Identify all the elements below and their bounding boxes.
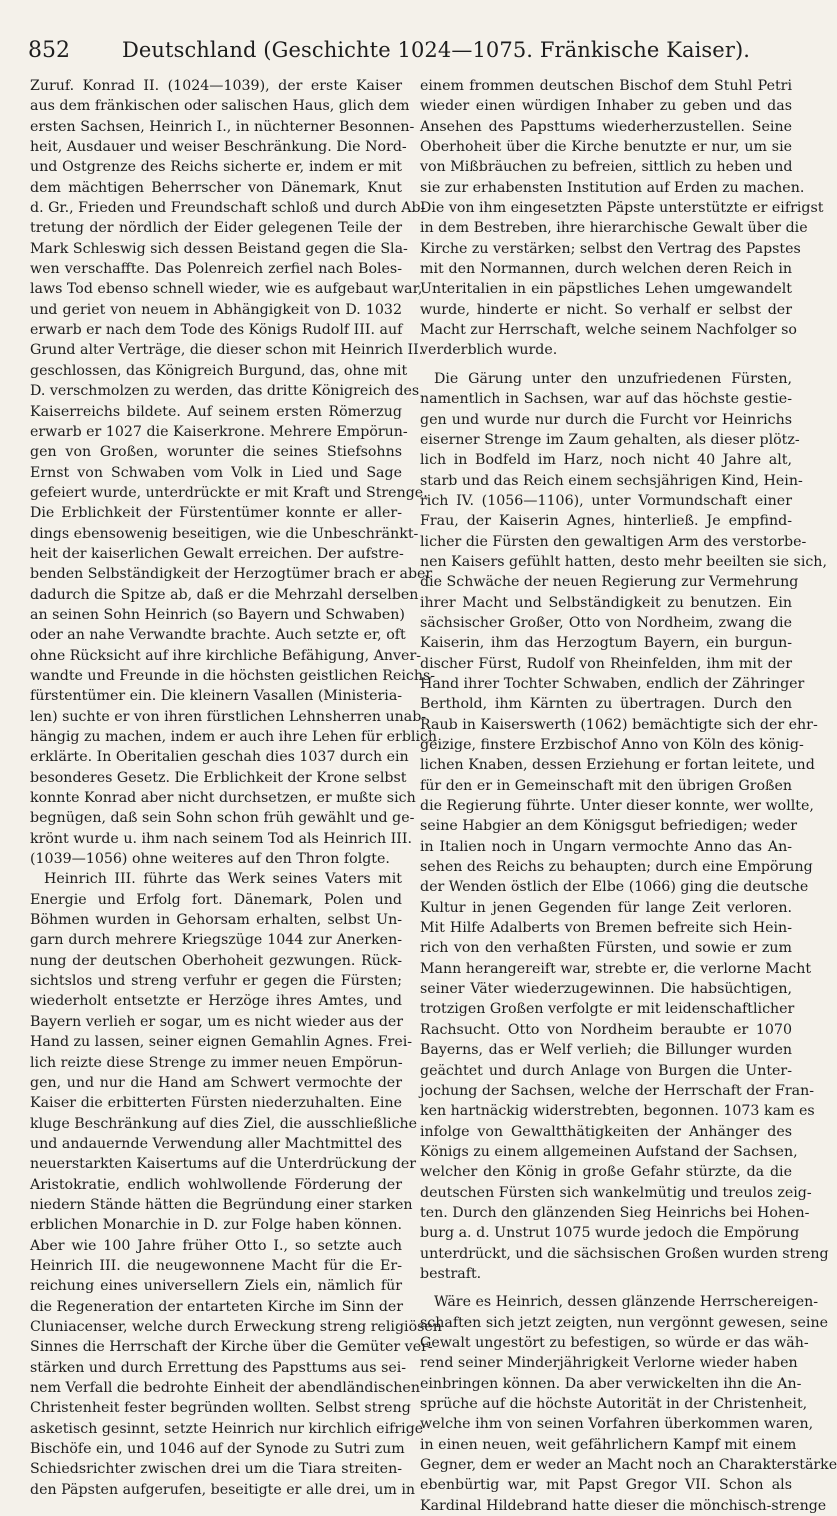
text-line: Bayern verlieh er sogar, um es nicht wieder aus der: [30, 1013, 404, 1030]
text-line: stärken und durch Errettung des Papsttums aus sei-: [30, 1359, 407, 1376]
text-line: sächsischer Großer, Otto von Nordheim, zwang die: [420, 614, 792, 631]
text-line: oder an nahe Verwandte brachte. Auch setzte er, oft: [30, 627, 406, 644]
text-line: kluge Beschränkung auf dies Ziel, die ausschließliche: [30, 1115, 418, 1132]
text-line: in einen neuen, weit gefährlichern Kampf mit einem: [420, 1436, 797, 1453]
text-line: infolge von Gewaltthätigkeiten der Anhänger des: [420, 1123, 792, 1140]
text-line: wieder einen würdigen Inhaber zu geben und das: [420, 98, 792, 115]
text-line: geschlossen, das Königreich Burgund, das, ohne mit: [30, 362, 408, 379]
text-line: len) suchte er von ihren fürstlichen Lehnsherren unab-: [30, 708, 427, 725]
text-line: erklärte. In Oberitalien geschah dies 1037 durch ein: [30, 749, 409, 766]
text-line: Aristokratie, endlich wohlwollende Förderung der: [30, 1176, 402, 1193]
text-line: Cluniacenser, welche durch Erweckung streng religiösen: [30, 1318, 442, 1335]
text-line: discher Fürst, Rudolf von Rheinfelden, ihm mit der: [420, 655, 792, 672]
text-line: welche ihm von seinen Vorfahren überkommen waren,: [420, 1416, 814, 1433]
text-line: Christenheit fester begründen wollten. Selbst streng: [30, 1400, 411, 1417]
text-line: lich in Bodfeld im Harz, noch nicht 40 Jahre alt,: [420, 452, 792, 469]
text-line: dem mächtigen Beherrscher von Dänemark, Knut: [30, 179, 402, 196]
text-line: wurde, hinderte er nicht. So verhalf er selbst der: [420, 301, 792, 318]
text-line: deutschen Fürsten sich wankelmütig und treulos zeig-: [420, 1184, 812, 1201]
text-line: seiner Väter wiederzugewinnen. Die habsüchtigen,: [420, 981, 792, 998]
text-line: geächtet und durch Anlage von Burgen die Unter-: [420, 1062, 792, 1079]
text-line: Königs zu einem allgemeinen Aufstand der Sachsen,: [420, 1143, 798, 1160]
text-line: Macht zur Herrschaft, welche seinem Nachfolger so: [420, 322, 797, 339]
text-line: besonderes Gesetz. Die Erblichkeit der Krone selbst: [30, 769, 407, 786]
text-line: Hand ihrer Tochter Schwaben, endlich der Zähringer: [420, 675, 805, 692]
text-line: Oberhoheit über die Kirche benutzte er nur, um sie: [420, 139, 792, 156]
text-line: erwarb er nach dem Tode des Königs Rudolf III. auf: [30, 322, 403, 339]
text-line: Kaiser die erbitterten Fürsten niederzuhalten. Eine: [30, 1095, 402, 1112]
text-line: Mit Hilfe Adalberts von Bremen befreite sich Hein-: [420, 920, 792, 937]
text-line: Energie und Erfolg fort. Dänemark, Polen und: [30, 891, 402, 908]
text-line: wandte und Freunde in die höchsten geistlichen Reichs-: [30, 667, 436, 684]
text-line: einbringen können. Da aber verwickelten ihn die An-: [420, 1375, 802, 1392]
paragraph-gap: [420, 1284, 792, 1292]
text-line: Böhmen wurden in Gehorsam erhalten, selbst Un-: [30, 912, 402, 929]
text-line: rich von den verhaßten Fürsten, und sowie er zum: [420, 940, 792, 957]
text-line: erblichen Monarchie in D. zur Folge haben können.: [30, 1217, 402, 1234]
text-columns: [30, 76, 837, 1514]
text-line: Wäre es Heinrich, dessen glänzende Herrschereigen-: [434, 1294, 819, 1311]
text-line: Bayerns, das er Welf verlieh; die Billunger wurden: [420, 1042, 792, 1059]
text-line: von Mißbräuchen zu befreien, sittlich zu heben und: [420, 159, 793, 176]
text-line: sie zur erhabensten Institution auf Erden zu machen.: [420, 179, 805, 196]
text-line: ten. Durch den glänzenden Sieg Heinrichs bei Hohen-: [420, 1204, 810, 1221]
left-column: [30, 76, 442, 1498]
text-line: Heinrich III. führte das Werk seines Vaters mit: [44, 871, 402, 888]
text-line: sprüche auf die höchste Autorität in der Christenheit,: [420, 1396, 808, 1412]
text-line: reichung eines universellern Ziels ein, nämlich für: [30, 1278, 402, 1295]
text-line: erwarb er 1027 die Kaiserkrone. Mehrere Empörun-: [30, 423, 408, 440]
text-line: nen Kaisers gefühlt hatten, desto mehr beeilten sie sich,: [420, 553, 827, 570]
text-line: licher die Fürsten den gewaltigen Arm des verstorbe-: [420, 533, 807, 550]
text-line: Raub in Kaiserswerth (1062) bemächtigte sich der ehr-: [420, 716, 818, 733]
text-line: Zuruf. Konrad II. (1024—1039), der erste Kaiser: [30, 78, 402, 94]
text-line: geizige, finstere Erzbischof Anno von Köln des könig-: [420, 737, 804, 753]
text-line: Sinnes die Herrschaft der Kirche über die Gemüter ver-: [30, 1339, 433, 1356]
text-line: Kaiserin, ihm das Herzogtum Bayern, ein burgun-: [420, 635, 792, 652]
text-line: Gewalt ungestört zu befestigen, so würde er das wäh-: [420, 1334, 809, 1351]
text-line: nem Verfall die bedrohte Einheit der abendländischen: [30, 1380, 420, 1396]
text-line: Die Gärung unter den unzufriedenen Fürsten,: [434, 370, 792, 387]
text-line: Bischöfe ein, und 1046 auf der Synode zu Sutri zum: [30, 1441, 405, 1458]
text-line: lichen Knaben, dessen Erziehung er fortan leitete, und: [420, 757, 815, 774]
text-line: und geriet von neuem in Abhängigkeit von D. 1032: [30, 301, 402, 318]
text-line: eiserner Strenge im Zaum gehalten, als dieser plötz-: [420, 431, 800, 448]
text-line: Mark Schleswig sich dessen Beistand gegen die Sla-: [30, 240, 408, 257]
text-line: heit der kaiserlichen Gewalt erreichen. Der aufstre-: [30, 545, 404, 562]
text-line: schaften sich jetzt zeigten, nun vergönnt gewesen, seine: [420, 1314, 828, 1331]
text-line: Kirche zu verstärken; selbst den Vertrag des Papstes: [420, 240, 801, 257]
page-number: 852: [28, 38, 70, 63]
text-line: laws Tod ebenso schnell wieder, wie es aufgebaut war,: [30, 281, 423, 298]
text-line: ebenbürtig war, mit Papst Gregor VII. Schon als: [420, 1477, 792, 1494]
text-line: rend seiner Minderjährigkeit Verlorne wieder haben: [420, 1355, 798, 1372]
text-line: wen verschaffte. Das Polenreich zerfiel nach Boles-: [30, 261, 402, 278]
text-line: sichtslos und streng verfuhr er gegen die Fürsten;: [30, 973, 402, 990]
text-line: burg a. d. Unstrut 1075 wurde jedoch die Empörung: [420, 1225, 800, 1242]
text-line: an seinen Sohn Heinrich (so Bayern und Schwaben): [30, 606, 405, 623]
text-line: Ernst von Schwaben vom Volk in Lied und Sage: [30, 464, 402, 481]
text-line: nung der deutschen Oberhoheit gezwungen. Rück-: [30, 952, 402, 969]
text-line: verderblich wurde.: [420, 342, 558, 359]
text-line: ken hartnäckig widerstrebten, begonnen. 1073 kam es: [420, 1103, 815, 1120]
text-line: trotzigen Großen verfolgte er mit leidenschaftlicher: [420, 1001, 795, 1018]
text-line: Kardinal Hildebrand hatte dieser die mönchisch-strenge: [420, 1497, 827, 1514]
text-line: starb und das Reich einem sechsjährigen Kind, Hein-: [420, 472, 803, 489]
text-line: in Italien noch in Ungarn vermochte Anno das An-: [420, 838, 792, 855]
text-line: Grund alter Verträge, die dieser schon mit Heinrich II.: [30, 342, 424, 359]
right-column: [411, 76, 837, 1514]
text-line: Ansehen des Papsttums wiederherzustellen. Seine: [420, 118, 792, 135]
text-line: wiederholt entsetzte er Herzöge ihres Amtes, und: [30, 993, 402, 1010]
text-line: Heinrich III. die neugewonnene Macht für die Er-: [30, 1257, 402, 1274]
text-line: begnügen, daß sein Sohn schon früh gewählt und ge-: [30, 810, 415, 827]
text-line: ohne Rücksicht auf ihre kirchliche Befähigung, Anver-: [30, 647, 422, 664]
text-line: die Regierung führte. Unter dieser konnte, wer wollte,: [420, 798, 814, 815]
paragraph-gap: [420, 361, 792, 369]
text-line: benden Selbständigkeit der Herzogtümer brach er aber: [30, 566, 433, 583]
text-line: konnte Konrad aber nicht durchsetzen, er mußte sich: [30, 790, 416, 807]
text-line: d. Gr., Frieden und Freundschaft schloß und durch Ab-: [30, 200, 426, 217]
text-line: bestraft.: [420, 1265, 482, 1282]
text-line: einem frommen deutschen Bischof dem Stuhl Petri: [420, 78, 792, 94]
text-line: und andauernde Verwendung aller Machtmittel des: [30, 1135, 402, 1152]
text-line: Kultur in jenen Gegenden für lange Zeit verloren.: [420, 899, 792, 916]
text-line: namentlich in Sachsen, war auf das höchste gestie-: [420, 391, 792, 408]
text-line: krönt wurde u. ihm nach seinem Tod als Heinrich III.: [30, 830, 412, 847]
text-line: dadurch die Spitze ab, daß er die Mehrzahl derselben: [30, 586, 419, 603]
text-line: Gegner, dem er weder an Macht noch an Charakterstärke: [420, 1457, 837, 1474]
text-line: mit den Normannen, durch welchen deren Reich in: [420, 261, 792, 278]
text-line: jochung der Sachsen, welche der Herrschaft der Fran-: [420, 1082, 814, 1099]
text-line: den Päpsten aufgerufen, beseitigte er alle drei, um in: [30, 1481, 415, 1498]
text-line: in dem Bestreben, ihre hierarchische Gewalt über die: [420, 220, 808, 237]
text-line: Kaiserreichs bildete. Auf seinem ersten Römerzug: [30, 403, 402, 420]
text-line: lich reizte diese Strenge zu immer neuen Empörun-: [30, 1054, 403, 1071]
text-line: gen und wurde nur durch die Furcht vor Heinrichs: [420, 411, 792, 428]
text-line: hängig zu machen, indem er auch ihre Lehen für erblich: [30, 729, 438, 745]
text-line: ihrer Macht und Selbständigkeit zu benutzen. Ein: [420, 594, 792, 611]
text-line: asketisch gesinnt, setzte Heinrich nur kirchlich eifrige: [30, 1420, 424, 1437]
text-line: garn durch mehrere Kriegszüge 1044 zur Anerken-: [30, 932, 402, 949]
text-line: Unteritalien in ein päpstliches Lehen umgewandelt: [420, 281, 792, 298]
text-line: Die Erblichkeit der Fürstentümer konnte er aller-: [30, 505, 402, 522]
text-line: Frau, der Kaiserin Agnes, hinterließ. Je empfind-: [420, 513, 792, 530]
text-line: Berthold, ihm Kärnten zu übertragen. Durch den: [420, 696, 792, 713]
text-line: der Wenden östlich der Elbe (1066) ging die deutsche: [420, 879, 809, 896]
text-line: aus dem fränkischen oder salischen Haus, glich dem: [30, 98, 410, 115]
text-line: für den er in Gemeinschaft mit den übrigen Großen: [420, 777, 792, 794]
text-line: Aber wie 100 Jahre früher Otto I., so setzte auch: [30, 1237, 402, 1254]
text-line: seine Habgier an dem Königsgut befriedigen; weder: [420, 818, 798, 835]
text-line: neuerstarkten Kaisertums auf die Unterdrückung der: [30, 1156, 417, 1173]
text-line: ersten Sachsen, Heinrich I., in nüchterner Besonnen-: [30, 118, 415, 135]
text-line: Mann herangereift war, strebte er, die verlorne Macht: [420, 960, 812, 977]
text-line: Rachsucht. Otto von Nordheim beraubte er 1070: [420, 1021, 792, 1038]
running-head: Deutschland (Geschichte 1024—1075. Fränkische Kaiser).: [121, 38, 751, 62]
text-line: welcher den König in große Gefahr stürzte, da die: [420, 1164, 792, 1181]
text-line: sehen des Reichs zu behaupten; durch eine Empörung: [420, 859, 813, 876]
text-line: gen von Großen, worunter die seines Stiefsohns: [30, 444, 402, 461]
text-line: D. verschmolzen zu werden, das dritte Königreich des: [30, 383, 420, 400]
text-line: niedern Stände hätten die Begründung einer starken: [30, 1196, 413, 1213]
text-line: (1039—1056) ohne weiteres auf den Thron folgte.: [30, 851, 390, 868]
text-line: heit, Ausdauer und weiser Beschränkung. Die Nord-: [30, 139, 407, 156]
text-line: gen, und nur die Hand am Schwert vermochte der: [30, 1074, 402, 1091]
text-line: gefeiert wurde, unterdrückte er mit Kraft und Strenge.: [30, 484, 428, 501]
text-line: unterdrückt, und die sächsischen Großen wurden streng: [420, 1245, 829, 1262]
text-line: dings ebensowenig beseitigen, wie die Unbeschränkt-: [30, 525, 419, 542]
text-line: Hand zu lassen, seiner eignen Gemahlin Agnes. Frei-: [30, 1034, 413, 1051]
text-line: Die von ihm eingesetzten Päpste unterstützte er eifrigst: [420, 200, 824, 217]
text-line: und Ostgrenze des Reichs sicherte er, indem er mit: [30, 159, 402, 176]
text-line: Schiedsrichter zwischen drei um die Tiara streiten-: [30, 1461, 402, 1478]
text-line: die Regeneration der entarteten Kirche im Sinn der: [30, 1298, 404, 1315]
text-line: tretung der nördlich der Eider gelegenen Teile der: [30, 220, 402, 237]
page-header: [28, 38, 774, 68]
text-line: die Schwäche der neuen Regierung zur Vermehrung: [420, 574, 799, 591]
text-line: fürstentümer ein. Die kleinern Vasallen (Ministeria-: [30, 688, 403, 705]
text-line: rich IV. (1056—1106), unter Vormundschaft einer: [420, 492, 792, 509]
